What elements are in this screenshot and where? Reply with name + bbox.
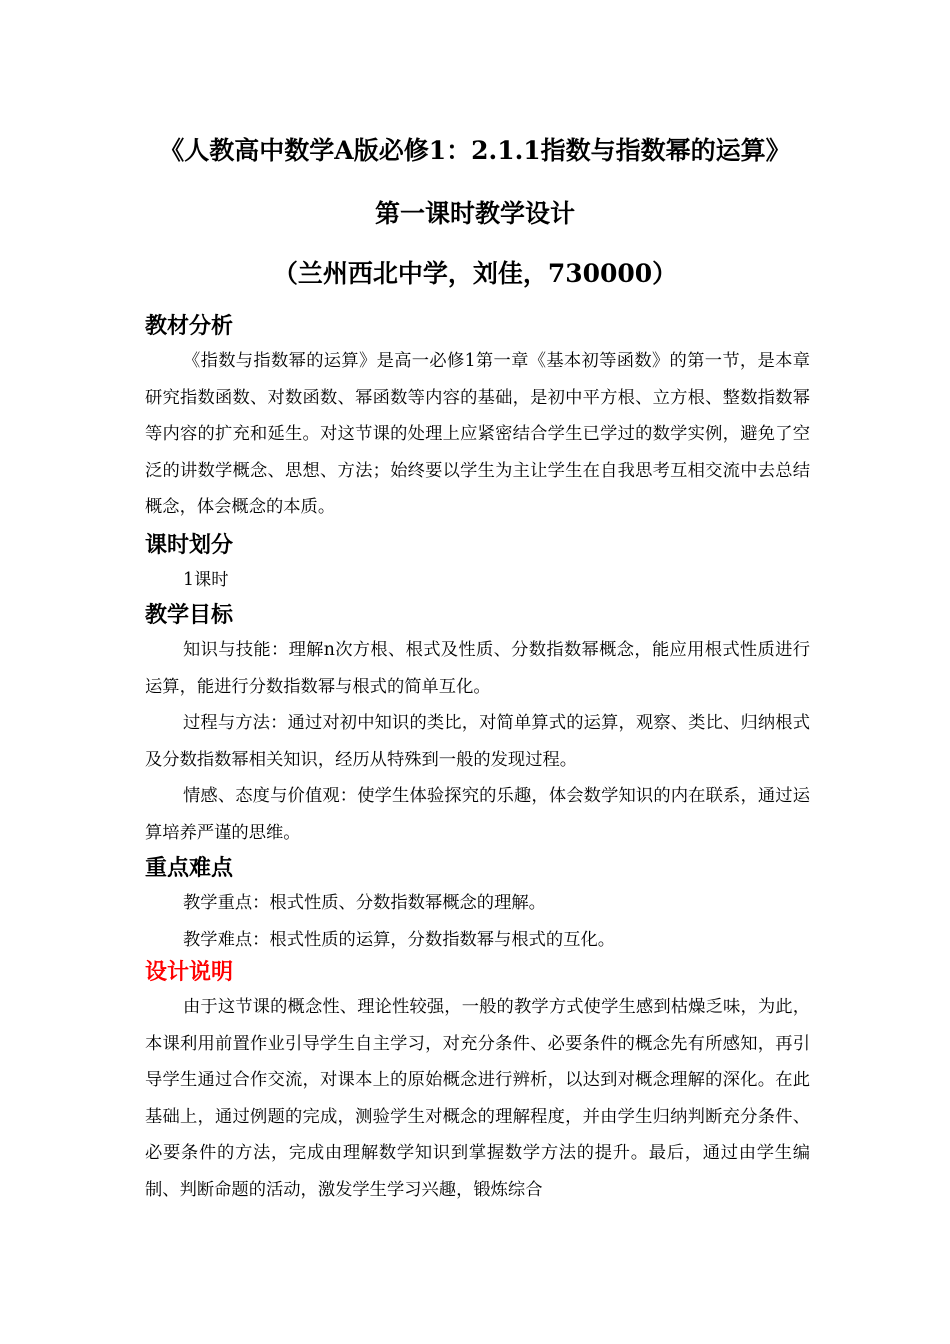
paragraph-goal-emotion: 情感、态度与价值观：使学生体验探究的乐趣，体会数学知识的内在联系，通过运算培养严谨的思维。: [145, 786, 810, 843]
paragraph-design-notes: 由于这节课的概念性、理论性较强，一般的教学方式使学生感到枯燥乏味，为此，本课利用前置作业引导学生自主学习，对充分条件、必要条件的概念先有所感知，再引导学生通过合作交流，对课本上的原始概念进行辨析，以达到对概念理解的深化。在此基础上，通过例题的完成，测验学生对概念的理解程度，并由学生归纳判断充分条件、必要条件的方法，完成由理解数学知识到掌握数学方法的提升。最后，通过由学生编制、判断命题的活动，激发学生学习兴趣，锻炼综合: [145, 997, 810, 1200]
paragraph-material-analysis: 《指数与指数幂的运算》是高一必修1第一章《基本初等函数》的第一节，是本章研究指数函数、对数函数、幂函数等内容的基础，是初中平方根、立方根、整数指数幂等内容的扩充和延生。对这节课的处理上应紧密结合学生已学过的数学实例，避免了空泛的讲数学概念、思想、方法；始终要以学生为主让学生在自我思考互相交流中去总结概念，体会概念的本质。: [145, 351, 810, 517]
paragraph-goal-knowledge: 知识与技能：理解n次方根、根式及性质、分数指数幂概念，能应用根式性质进行运算，能进行分数指数幂与根式的简单互化。: [145, 640, 810, 697]
author-info: （兰州西北中学，刘佳，730000）: [272, 259, 678, 288]
document-title: 《人教高中数学A版必修1：2.1.1指数与指数幂的运算》: [159, 136, 791, 165]
heading-class-period: 课时划分: [145, 532, 234, 558]
paragraph-goal-process: 过程与方法：通过对初中知识的类比，对简单算式的运算，观察、类比、归纳根式及分数指数幂相关知识，经历从特殊到一般的发现过程。: [145, 713, 810, 770]
heading-design-notes: 设计说明: [145, 959, 234, 985]
paragraph-teaching-difficulty: 教学难点：根式性质的运算，分数指数幂与根式的互化。: [183, 930, 616, 950]
heading-material-analysis: 教材分析: [145, 313, 234, 339]
heading-teaching-goals: 教学目标: [145, 602, 234, 628]
paragraph-class-period: 1课时: [183, 570, 229, 590]
document-subtitle: 第一课时教学设计: [374, 199, 575, 228]
paragraph-teaching-focus: 教学重点：根式性质、分数指数幂概念的理解。: [183, 893, 546, 913]
heading-key-points: 重点难点: [145, 855, 234, 881]
